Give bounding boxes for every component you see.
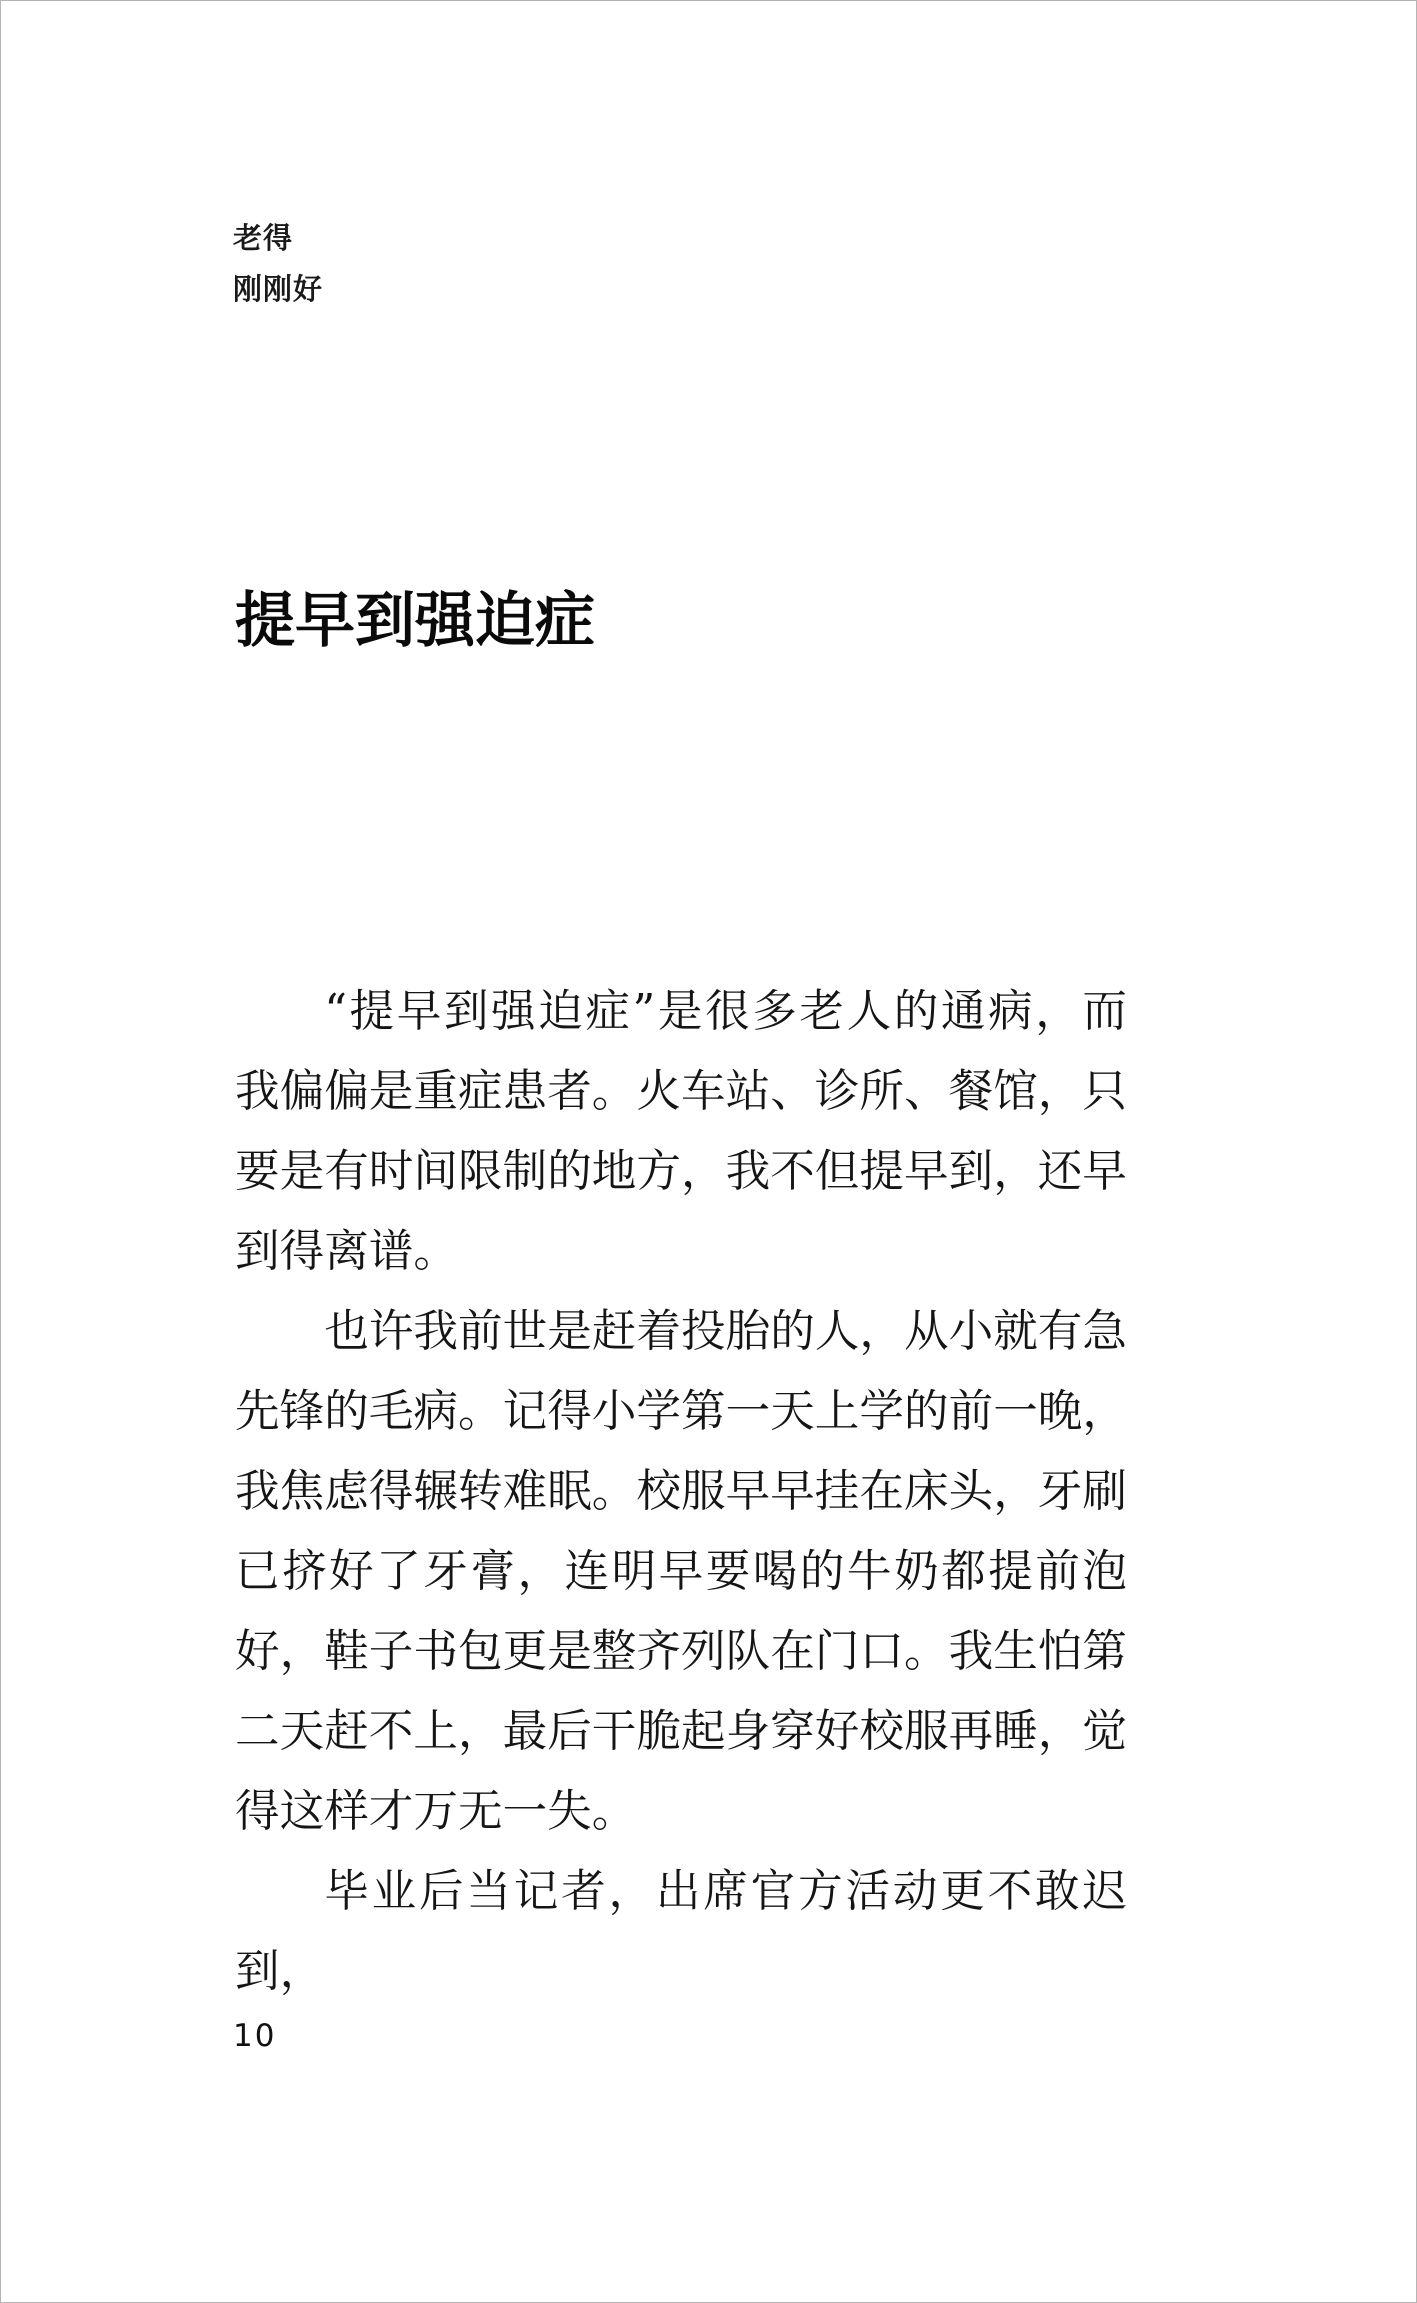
- running-head-book-subtitle: 刚刚好: [233, 272, 324, 306]
- chapter-title: 提早到强迫症: [235, 586, 595, 656]
- paragraph-3: 毕业后当记者，出席官方活动更不敢迟到，: [235, 1865, 1127, 1997]
- paragraph-1: “提早到强迫症”是很多老人的通病，而我偏偏是重症患者。火车站、诊所、餐馆，只要是有时间限制的地方，我不但提早到，还早到得离谱。: [235, 985, 1127, 1277]
- body-text: [235, 971, 1127, 2011]
- page-number: 10: [233, 2018, 277, 2054]
- running-head: [233, 213, 323, 315]
- running-head-book-title: 老得: [233, 221, 294, 255]
- paragraph-2: 也许我前世是赶着投胎的人，从小就有急先锋的毛病。记得小学第一天上学的前一晚，我焦虑得辗转难眠。校服早早挂在床头，牙刷已挤好了牙膏，连明早要喝的牛奶都提前泡好，鞋子书包更是整齐列队在门口。我生怕第二天赶不上，最后干脆起身穿好校服再睡，觉得这样才万无一失。: [235, 1305, 1127, 1837]
